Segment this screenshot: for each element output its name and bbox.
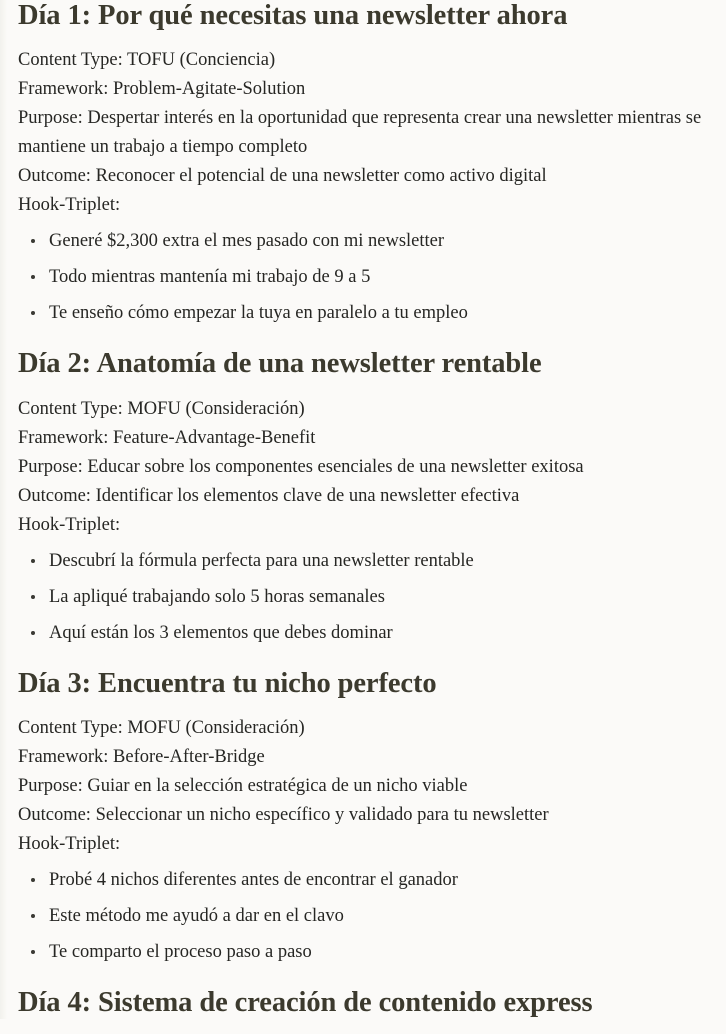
day-3-hook-triplet-label: Hook-Triplet:: [18, 834, 121, 855]
day-1-framework: Framework: Problem-Agitate-Solution: [18, 79, 306, 100]
day-3-purpose: Purpose: Guiar en la selección estratégica de un nicho viable: [18, 776, 468, 797]
list-item: [18, 940, 708, 965]
day-title-3: Día 3: Encuentra tu nicho perfecto: [18, 667, 437, 699]
list-item: [18, 265, 708, 290]
hook-text: Probé 4 nichos diferentes antes de encontrar el ganador: [49, 870, 458, 891]
bullet-icon: [31, 631, 35, 635]
list-item: [18, 904, 708, 929]
bullet-icon: [31, 595, 35, 599]
day-1-content-type: Content Type: TOFU (Conciencia): [18, 50, 276, 71]
day-2-content-type: Content Type: MOFU (Consideración): [18, 398, 305, 419]
list-item: [18, 621, 708, 646]
hook-text: Descubrí la fórmula perfecta para una newsletter rentable: [49, 550, 474, 571]
day-2-outcome: Outcome: Identificar los elementos clave de una newsletter efectiva: [18, 485, 520, 506]
hook-text: Te comparto el proceso paso a paso: [49, 942, 312, 963]
day-title-4: Día 4: Sistema de creación de contenido express: [18, 987, 593, 1019]
day-3-content-type: Content Type: MOFU (Consideración): [18, 718, 305, 739]
day-1-hook-triplet-label: Hook-Triplet:: [18, 195, 121, 216]
day-3-outcome: Outcome: Seleccionar un nicho específico y validado para tu newsletter: [18, 805, 549, 826]
bullet-icon: [31, 311, 35, 315]
bullet-icon: [31, 559, 35, 563]
bullet-icon: [31, 878, 35, 882]
day-section-1: [18, 0, 708, 326]
day-1-outcome: Outcome: Reconocer el potencial de una newsletter como activo digital: [18, 166, 547, 187]
day-3-framework: Framework: Before-After-Bridge: [18, 747, 265, 768]
day-title-1: Día 1: Por qué necesitas una newsletter ahora: [18, 0, 568, 31]
day-2-hook-triplet-label: Hook-Triplet:: [18, 514, 121, 535]
bullet-icon: [31, 275, 35, 279]
hook-text: Aquí están los 3 elementos que debes dominar: [49, 622, 393, 643]
bullet-icon: [31, 950, 35, 954]
list-item: [18, 301, 708, 326]
page-left-edge-shadow: [0, 0, 7, 1019]
list-item: [18, 229, 708, 254]
hook-text: Te enseño cómo empezar la tuya en paralelo a tu empleo: [49, 303, 468, 324]
list-item: [18, 868, 708, 893]
hook-text: Todo mientras mantenía mi trabajo de 9 a 5: [49, 267, 371, 288]
day-title-2: Día 2: Anatomía de una newsletter rentable: [18, 348, 542, 380]
hook-text: La apliqué trabajando solo 5 horas semanales: [49, 586, 385, 607]
day-2-framework: Framework: Feature-Advantage-Benefit: [18, 427, 316, 448]
day-1-hook-list: [18, 229, 708, 326]
bullet-icon: [31, 914, 35, 918]
day-section-3: [18, 668, 708, 965]
day-2-hook-list: [18, 549, 708, 646]
hook-text: Este método me ayudó a dar en el clavo: [49, 906, 344, 927]
hook-text: Generé $2,300 extra el mes pasado con mi newsletter: [49, 231, 445, 252]
day-2-purpose: Purpose: Educar sobre los componentes esenciales de una newsletter exitosa: [18, 456, 584, 477]
bullet-icon: [31, 239, 35, 243]
day-1-purpose: Purpose: Despertar interés en la oportunidad que representa crear una newsletter mientras se mantiene un trabajo a tiempo completo: [18, 108, 702, 158]
list-item: [18, 585, 708, 610]
list-item: [18, 549, 708, 574]
day-section-4: [18, 965, 708, 1033]
day-section-2: [18, 348, 708, 645]
day-3-hook-list: [18, 868, 708, 965]
